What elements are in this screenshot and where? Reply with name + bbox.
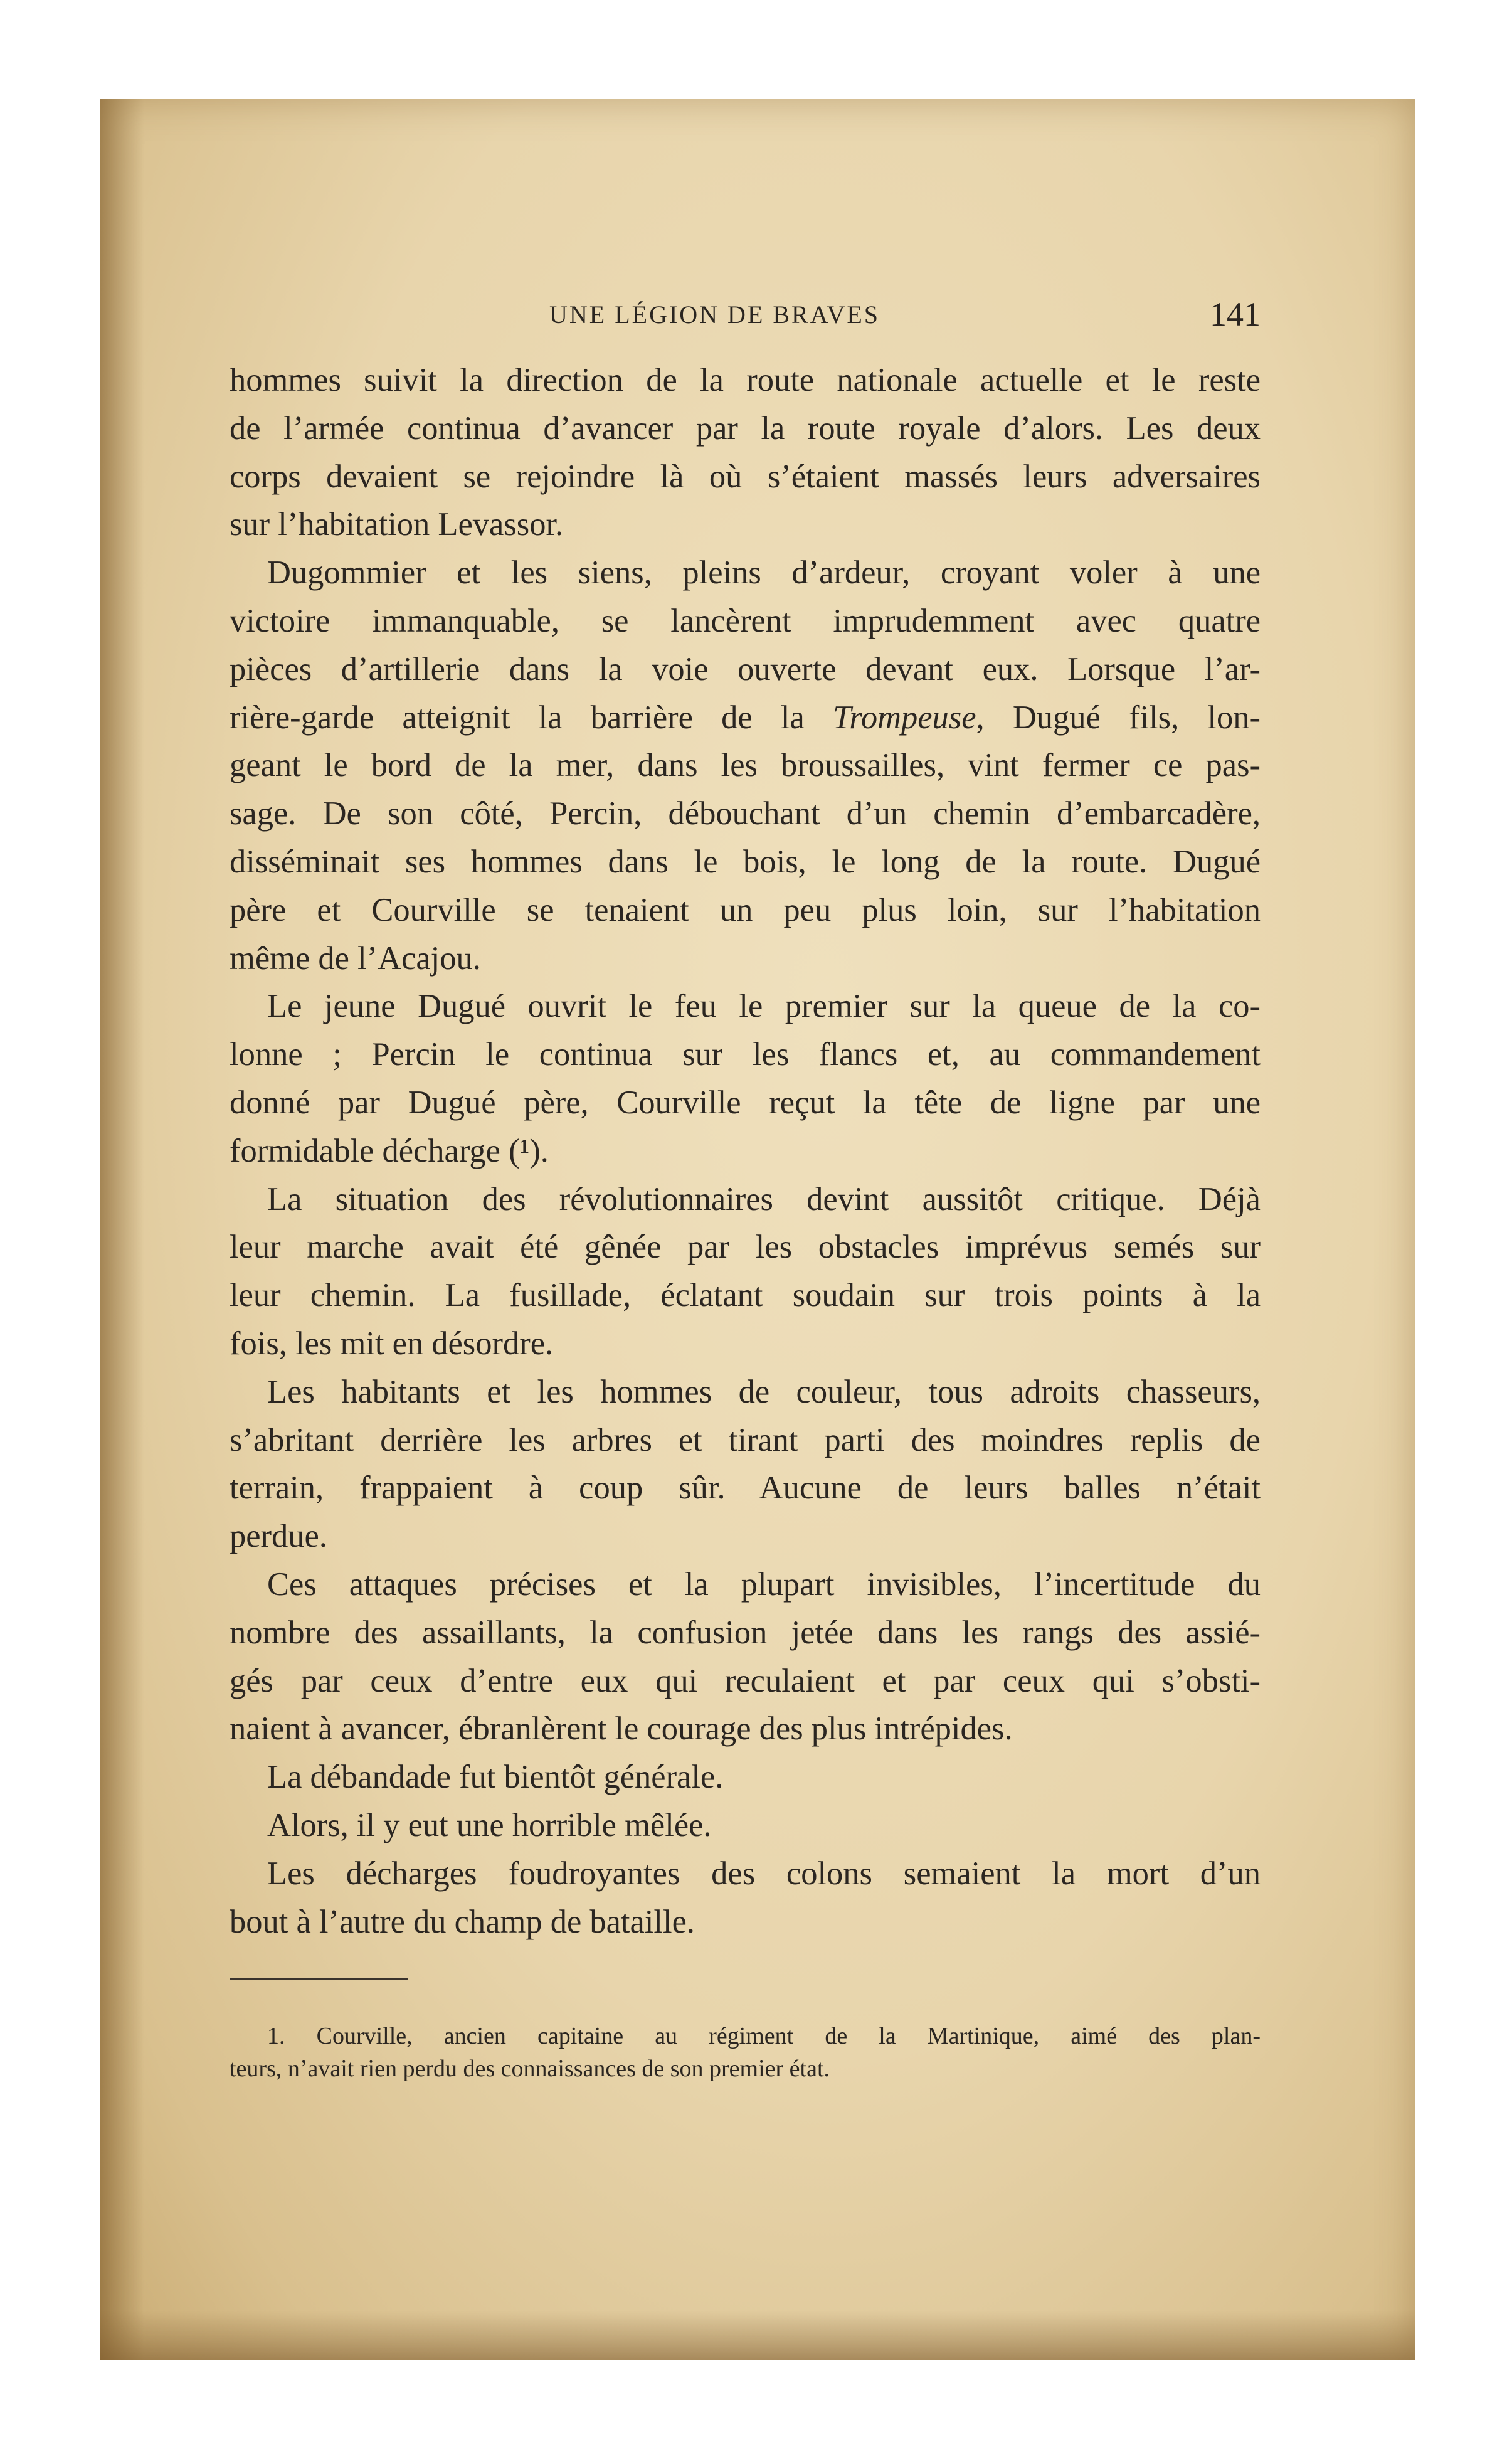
text-line: formidable décharge (¹). — [230, 1132, 549, 1169]
page-number: 141 — [1210, 295, 1261, 333]
text-line: terrain, frappaient à coup sûr. Aucune de leurs balles n’était — [230, 1470, 1261, 1507]
text-line: leur marche avait été gênée par les obstacles imprévus semés sur — [230, 1229, 1261, 1266]
text-line: perdue. — [230, 1518, 327, 1555]
footnote-line: 1. Courville, ancien capitaine au régiment de la Martinique, aimé des plan- — [267, 2023, 1261, 2049]
text-line: nombre des assaillants, la confusion jetée dans les rangs des assié- — [230, 1614, 1261, 1651]
text-line: Le jeune Dugué ouvrit le feu le premier sur la queue de la co- — [267, 988, 1261, 1025]
text-line: bout à l’autre du champ de bataille. — [230, 1903, 695, 1940]
footnote-rule — [230, 1978, 408, 1980]
text-line: pièces d’artillerie dans la voie ouverte devant eux. Lorsque l’ar- — [230, 650, 1261, 687]
page-shadow-left — [100, 99, 144, 2360]
text-line: corps devaient se rejoindre là où s’étaient massés leurs adversaires — [230, 458, 1261, 495]
text-line: s’abritant derrière les arbres et tirant parti des moindres replis de — [230, 1421, 1261, 1458]
text-line: victoire immanquable, se lancèrent imprudemment avec quatre — [230, 602, 1261, 639]
text-line: Les décharges foudroyantes des colons semaient la mort d’un — [267, 1855, 1261, 1892]
text-line: naient à avancer, ébranlèrent le courage des plus intrépides. — [230, 1710, 1013, 1747]
text-line: donné par Dugué père, Courville reçut la tête de ligne par une — [230, 1084, 1261, 1121]
italic-name: Trompeuse — [833, 699, 976, 736]
text-line: Alors, il y eut une horrible mêlée. — [267, 1806, 712, 1843]
text-line: hommes suivit la direction de la route nationale actuelle et le reste — [230, 362, 1261, 398]
text-line: lonne ; Percin le continua sur les flancs et, au commandement — [230, 1036, 1261, 1073]
footnote — [230, 2020, 1261, 2085]
text-line: gés par ceux d’entre eux qui reculaient et par ceux qui s’obsti- — [230, 1662, 1261, 1699]
text-line: rière-garde atteignit la barrière de la Trompeuse, Dugué fils, lon- — [230, 699, 1261, 736]
text-line: Ces attaques précises et la plupart invisibles, l’incertitude du — [267, 1566, 1261, 1603]
text-line: de l’armée continua d’avancer par la route royale d’alors. Les deux — [230, 410, 1261, 447]
text-line: disséminait ses hommes dans le bois, le long de la route. Dugué — [230, 843, 1261, 880]
text-line: Dugommier et les siens, pleins d’ardeur, croyant voler à une — [267, 554, 1261, 591]
text-line: leur chemin. La fusillade, éclatant soudain sur trois points à la — [230, 1277, 1261, 1314]
text-line: sage. De son côté, Percin, débouchant d’un chemin d’embarcadère, — [230, 795, 1261, 832]
body-text — [230, 356, 1261, 1946]
text-line: La débandade fut bientôt générale. — [267, 1759, 724, 1796]
page-header — [230, 295, 1261, 339]
footnote-line: teurs, n’avait rien perdu des connaissances de son premier état. — [230, 2055, 830, 2082]
page-shadow-bottom — [100, 2310, 1415, 2360]
running-head: UNE LÉGION DE BRAVES — [549, 300, 880, 329]
text-line: geant le bord de la mer, dans les broussailles, vint fermer ce pas- — [230, 747, 1261, 784]
text-line: Les habitants et les hommes de couleur, tous adroits chasseurs, — [267, 1373, 1261, 1410]
text-line: sur l’habitation Levassor. — [230, 506, 564, 543]
text-line: La situation des révolutionnaires devint aussitôt critique. Déjà — [267, 1180, 1261, 1217]
text-line: fois, les mit en désordre. — [230, 1325, 554, 1362]
text-line: père et Courville se tenaient un peu plus loin, sur l’habitation — [230, 891, 1261, 928]
text-line: même de l’Acajou. — [230, 940, 481, 977]
